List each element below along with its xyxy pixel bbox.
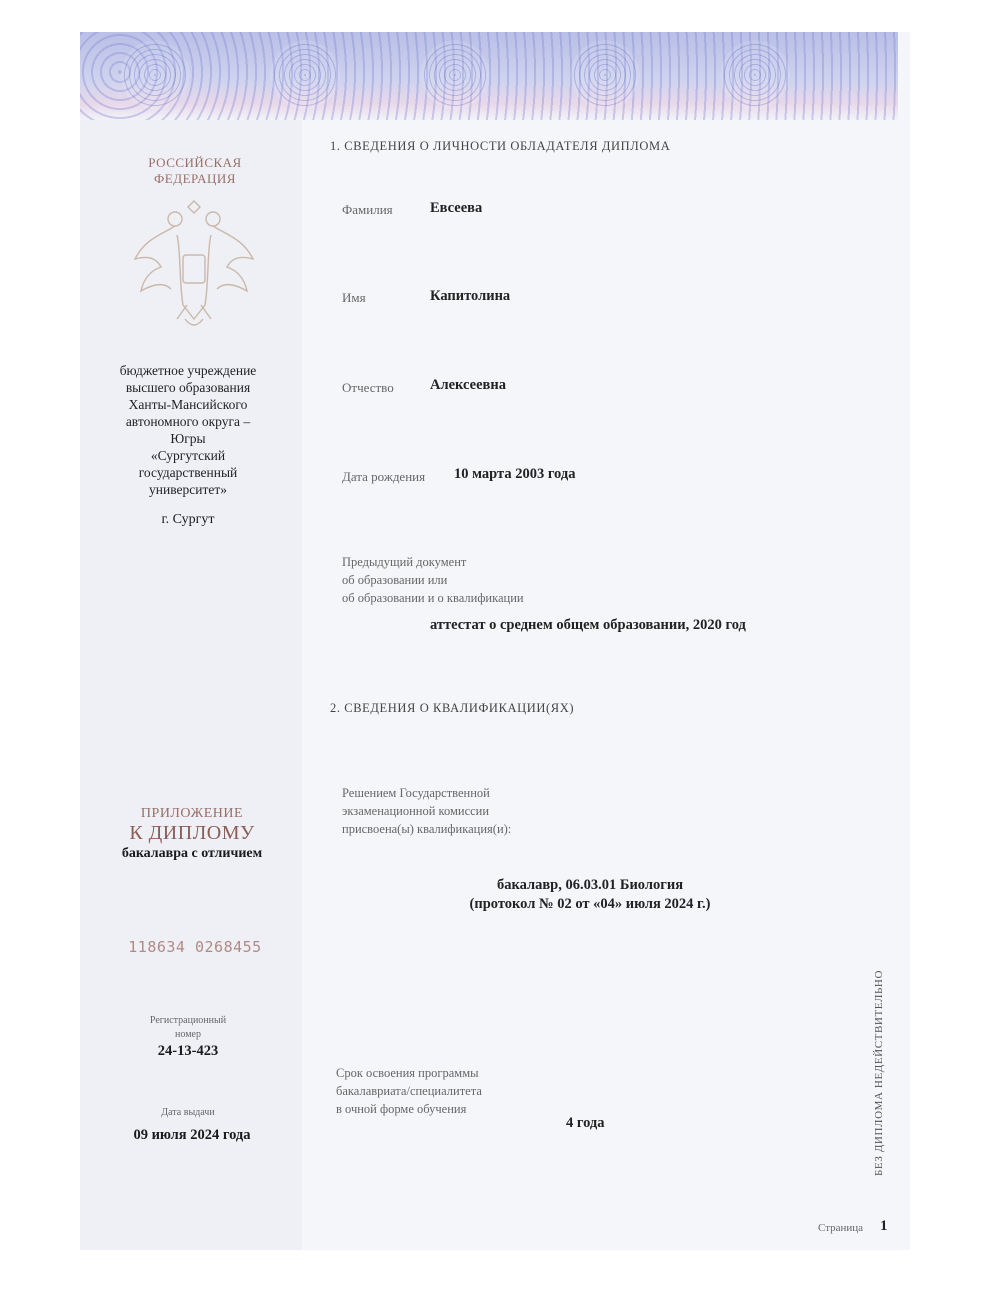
- country-line-1: РОССИЙСКАЯ: [148, 155, 242, 170]
- city: г. Сургут: [161, 512, 215, 527]
- guilloche-pattern: [420, 40, 490, 110]
- appendix-title-line-1: ПРИЛОЖЕНИЕ: [140, 806, 244, 821]
- section-2-heading: 2. СВЕДЕНИЯ О КВАЛИФИКАЦИИ(ЯХ): [330, 701, 575, 715]
- birth-date-value: 10 марта 2003 года: [454, 466, 576, 482]
- org-line: «Сургутский: [150, 448, 226, 463]
- surname-value: Евсеева: [430, 200, 483, 216]
- issue-date: 09 июля 2024 года: [133, 1127, 251, 1143]
- duration-label-line: Срок освоения программы: [336, 1066, 479, 1080]
- org-line: государственный: [138, 465, 238, 480]
- validity-note: БЕЗ ДИПЛОМА НЕДЕЙСТВИТЕЛЬНО: [873, 969, 885, 1176]
- prev-document-label: [342, 553, 524, 607]
- org-line: бюджетное учреждение: [119, 363, 257, 378]
- page-number: 1: [880, 1218, 888, 1234]
- org-line: университет»: [149, 482, 227, 497]
- security-ribbon: [80, 32, 898, 120]
- duration-label-line: в очной форме обучения: [336, 1102, 467, 1116]
- decision-label-line: присвоена(ы) квалификация(и):: [342, 822, 512, 836]
- qualification-value: бакалавр, 06.03.01 Биология: [496, 877, 684, 893]
- first-name-value: Капитолина: [430, 288, 511, 304]
- patronymic-value: Алексеевна: [430, 377, 506, 393]
- reg-number: 24-13-423: [157, 1043, 219, 1059]
- first-name-label: Имя: [342, 290, 366, 305]
- birth-date-label: Дата рождения: [342, 469, 426, 484]
- page-label: Страница: [818, 1222, 864, 1234]
- prev-doc-label-line: об образовании и о квалификации: [342, 591, 524, 605]
- prev-doc-label-line: об образовании или: [342, 573, 448, 587]
- country-name: [102, 155, 288, 187]
- guilloche-pattern: [720, 40, 790, 110]
- duration-label: [336, 1064, 482, 1118]
- guilloche-pattern: [120, 40, 190, 110]
- reg-label-line-2: номер: [175, 1029, 201, 1040]
- reg-number-label: [102, 1014, 274, 1042]
- section-1-heading: 1. СВЕДЕНИЯ О ЛИЧНОСТИ ОБЛАДАТЕЛЯ ДИПЛОМА: [330, 139, 671, 153]
- org-line: высшего образования: [125, 380, 251, 395]
- coat-of-arms-icon: [131, 195, 257, 335]
- reg-label-line-1: Регистрационный: [149, 1015, 227, 1026]
- serial-number: 118634 0268455: [128, 938, 262, 956]
- issue-date-label: Дата выдачи: [161, 1107, 215, 1118]
- prev-document-value: аттестат о среднем общем образовании, 2020 год: [430, 617, 746, 633]
- protocol-value: (протокол № 02 от «04» июля 2024 г.): [469, 896, 711, 912]
- decision-label-line: экзаменационной комиссии: [342, 804, 490, 818]
- guilloche-pattern: [270, 40, 340, 110]
- appendix-degree: бакалавра с отличием: [121, 846, 263, 861]
- org-line: Ханты-Мансийского: [128, 397, 248, 412]
- decision-label-line: Решением Государственной: [342, 786, 490, 800]
- org-line: Югры: [170, 431, 206, 446]
- org-line: автономного округа –: [125, 414, 251, 429]
- prev-doc-label-line: Предыдущий документ: [342, 555, 467, 569]
- surname-label: Фамилия: [342, 202, 393, 217]
- decision-label: [342, 784, 511, 838]
- country-line-2: ФЕДЕРАЦИЯ: [154, 171, 236, 186]
- guilloche-pattern: [570, 40, 640, 110]
- organization-name: [102, 362, 274, 498]
- patronymic-label: Отчество: [342, 380, 394, 395]
- duration-label-line: бакалавриата/специалитета: [336, 1084, 482, 1098]
- duration-value: 4 года: [566, 1115, 605, 1131]
- appendix-title-line-2: К ДИПЛОМУ: [129, 822, 255, 844]
